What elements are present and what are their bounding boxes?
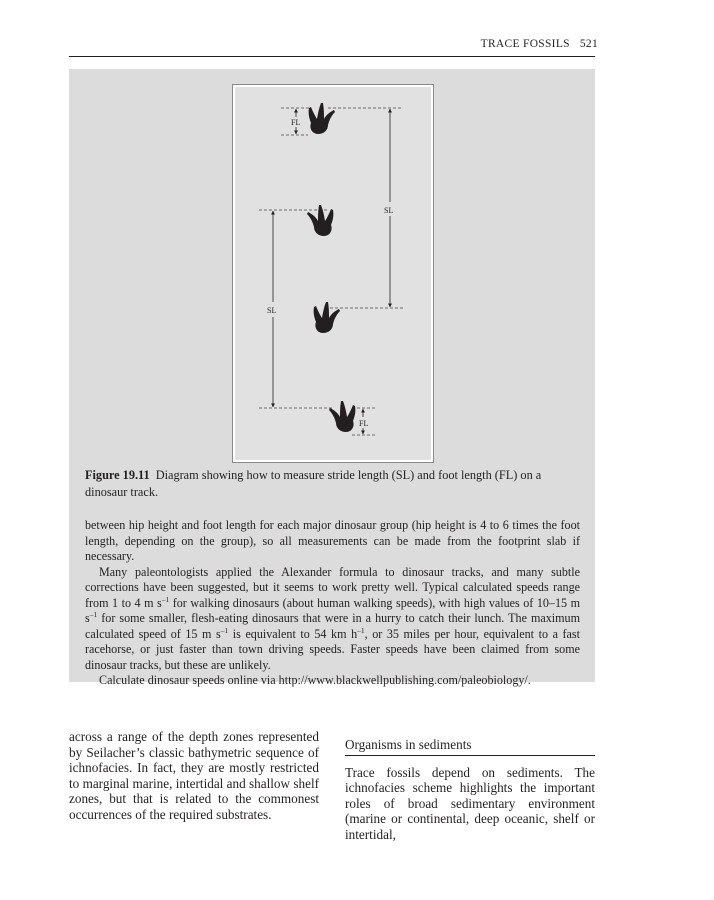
text-run: , or 35 miles per hour, equivalent to a fast racehorse, or just faster than town driving speeds. Faster speeds have been claimed from some dinosaur tracks, but these are unlikely. xyxy=(85,626,580,672)
right-column xyxy=(345,737,595,842)
running-title: TRACE FOSSILS xyxy=(480,38,570,50)
figure-caption xyxy=(85,467,565,501)
label-sl-right: SL xyxy=(384,206,394,215)
caption-text: Diagram showing how to measure stride length (SL) and foot length (FL) on a dinosaur track. xyxy=(85,468,542,499)
trackway-diagram xyxy=(235,87,431,460)
body-paragraph: Trace fossils depend on sediments. The ichnofacies scheme highlights the important roles of broad sedimentary environment (marine or continental, deep oceanic, shelf or intertidal, xyxy=(345,764,595,842)
figure-number: Figure 19.11 xyxy=(85,468,150,482)
superscript: –1 xyxy=(89,610,98,619)
box-paragraph: between hip height and foot length for each major dinosaur group (hip height is 4 to 6 times the foot length, depending on the group), so all measurements can be made from the footprint slab if necessary. xyxy=(85,518,580,563)
superscript: –1 xyxy=(220,625,229,635)
measurement-labels xyxy=(267,118,393,428)
text-run: for some smaller, flesh-eating dinosaurs that were in a hurry to catch their lunch. The maximum calculated speed of 15 m s xyxy=(85,611,580,641)
page-number: 521 xyxy=(579,38,598,50)
body-paragraph: across a range of the depth zones represented by Seilacher’s classic bathymetric sequence of ichnofacies. In fact, they are mostly restricted to marginal marine, intertidal and shallow shelf zones, but that is related to the commonest occurrences of the required substrates. xyxy=(69,729,319,822)
label-fl-bottom: FL xyxy=(359,419,369,428)
superscript: –1 xyxy=(357,625,365,635)
footprint-icon xyxy=(314,302,340,333)
footprint-icon xyxy=(329,401,355,432)
text-run: for walking dinosaurs (about human walking speeds), with high values of 10–15 m s xyxy=(85,595,580,625)
left-column xyxy=(69,729,319,822)
section-heading: Organisms in sediments xyxy=(345,737,595,756)
dashed-guides xyxy=(259,108,403,435)
box-paragraph xyxy=(85,565,580,674)
figure-panel xyxy=(233,85,433,462)
text-run: Many paleontologists applied the Alexander formula to dinosaur tracks, and many subtle corrections have been suggested, but it seems to work pretty well. Typical calculated speeds range from 1 to 4 m s xyxy=(85,564,580,610)
header-rule xyxy=(69,56,595,57)
label-fl-top: FL xyxy=(291,118,301,127)
superscript: –1 xyxy=(161,594,170,604)
box-text xyxy=(85,518,580,689)
text-run: is equivalent to 54 km h xyxy=(228,626,358,641)
box-paragraph: Calculate dinosaur speeds online via http://www.blackwellpublishing.com/paleobiology/. xyxy=(99,673,531,687)
measurement-arrows xyxy=(273,109,390,434)
label-sl-left: SL xyxy=(267,306,277,315)
footprints xyxy=(307,103,355,432)
running-head xyxy=(481,38,598,50)
footprint-icon xyxy=(309,103,335,134)
